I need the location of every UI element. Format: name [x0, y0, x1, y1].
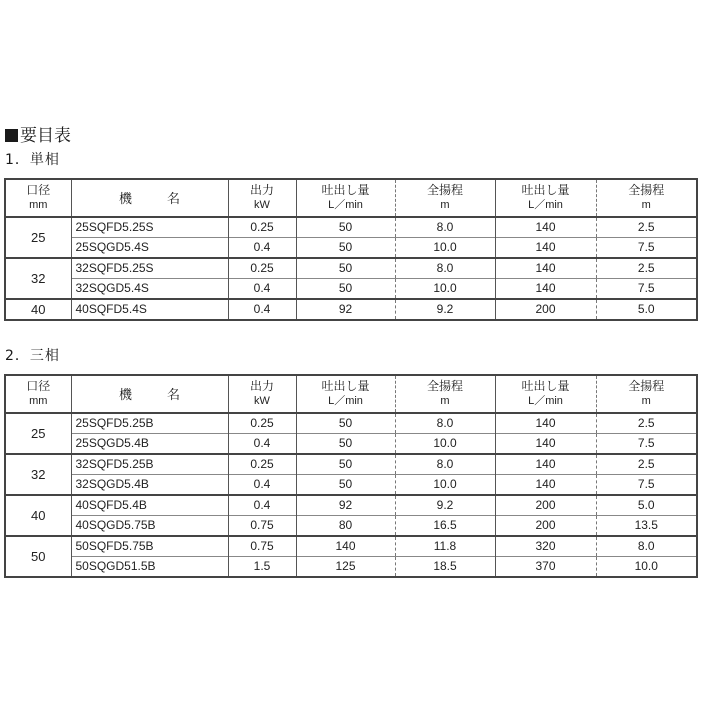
- header-flow-1: 吐出し量 L／min: [296, 375, 395, 413]
- table-row: [5, 495, 697, 516]
- cell-flow-1: 50: [296, 413, 395, 434]
- cell-head-2: 5.0: [596, 299, 697, 320]
- header-head-1: 全揚程 m: [395, 375, 495, 413]
- header-flow-2: 吐出し量 L／min: [495, 179, 596, 217]
- cell-bore: 32: [5, 454, 71, 495]
- cell-output: 0.4: [228, 495, 296, 516]
- cell-flow-1: 92: [296, 495, 395, 516]
- cell-flow-2: 140: [495, 279, 596, 300]
- section-label-single-phase: 1．単相: [5, 152, 60, 168]
- cell-output: 0.25: [228, 258, 296, 279]
- cell-output: 0.4: [228, 475, 296, 496]
- cell-head-1: 8.0: [395, 217, 495, 238]
- cell-model: 32SQFD5.25S: [71, 258, 228, 279]
- cell-model: 40SQGD5.75B: [71, 516, 228, 537]
- cell-output: 0.25: [228, 413, 296, 434]
- cell-flow-2: 140: [495, 434, 596, 455]
- cell-bore: 40: [5, 299, 71, 320]
- cell-model: 32SQFD5.25B: [71, 454, 228, 475]
- cell-flow-1: 50: [296, 434, 395, 455]
- cell-flow-1: 50: [296, 217, 395, 238]
- header-bore: 口径 mm: [5, 179, 71, 217]
- cell-model: 50SQFD5.75B: [71, 536, 228, 557]
- table-row: [5, 413, 697, 434]
- document-title: 要目表: [5, 126, 71, 146]
- cell-output: 1.5: [228, 557, 296, 578]
- cell-model: 25SQFD5.25B: [71, 413, 228, 434]
- cell-head-2: 7.5: [596, 475, 697, 496]
- table-row: [5, 454, 697, 475]
- cell-output: 0.4: [228, 279, 296, 300]
- cell-output: 0.75: [228, 516, 296, 537]
- cell-head-2: 2.5: [596, 454, 697, 475]
- cell-head-2: 2.5: [596, 413, 697, 434]
- header-row: [5, 179, 697, 217]
- cell-head-2: 7.5: [596, 238, 697, 259]
- cell-head-2: 10.0: [596, 557, 697, 578]
- header-output: 出力 kW: [228, 375, 296, 413]
- square-bullet-icon: [5, 129, 18, 142]
- cell-head-1: 9.2: [395, 495, 495, 516]
- cell-head-2: 2.5: [596, 217, 697, 238]
- cell-flow-1: 125: [296, 557, 395, 578]
- cell-head-2: 7.5: [596, 279, 697, 300]
- cell-head-1: 10.0: [395, 238, 495, 259]
- cell-head-1: 8.0: [395, 413, 495, 434]
- header-model: 機 名: [71, 179, 228, 217]
- cell-head-1: 10.0: [395, 475, 495, 496]
- table-body: [5, 413, 697, 577]
- cell-flow-2: 200: [495, 495, 596, 516]
- cell-output: 0.4: [228, 434, 296, 455]
- table-row: [5, 516, 697, 537]
- table-row: [5, 434, 697, 455]
- spec-table-three-phase: [4, 374, 698, 578]
- cell-flow-1: 50: [296, 238, 395, 259]
- table-row: [5, 536, 697, 557]
- cell-bore: 32: [5, 258, 71, 299]
- cell-model: 32SQGD5.4S: [71, 279, 228, 300]
- table-row: [5, 299, 697, 320]
- cell-head-1: 10.0: [395, 434, 495, 455]
- cell-head-1: 9.2: [395, 299, 495, 320]
- cell-flow-1: 92: [296, 299, 395, 320]
- cell-flow-2: 200: [495, 516, 596, 537]
- cell-flow-2: 140: [495, 475, 596, 496]
- header-head-1: 全揚程 m: [395, 179, 495, 217]
- cell-head-2: 8.0: [596, 536, 697, 557]
- table-row: [5, 238, 697, 259]
- cell-bore: 50: [5, 536, 71, 577]
- table-row: [5, 258, 697, 279]
- table-row: [5, 217, 697, 238]
- cell-model: 32SQGD5.4B: [71, 475, 228, 496]
- cell-flow-1: 50: [296, 475, 395, 496]
- cell-head-1: 16.5: [395, 516, 495, 537]
- header-bore: 口径 mm: [5, 375, 71, 413]
- cell-flow-2: 200: [495, 299, 596, 320]
- cell-head-1: 8.0: [395, 258, 495, 279]
- cell-flow-1: 50: [296, 258, 395, 279]
- header-flow-2: 吐出し量 L／min: [495, 375, 596, 413]
- header-flow-1: 吐出し量 L／min: [296, 179, 395, 217]
- cell-flow-1: 80: [296, 516, 395, 537]
- cell-flow-2: 140: [495, 454, 596, 475]
- spec-table-single-phase: [4, 178, 698, 321]
- cell-model: 50SQGD51.5B: [71, 557, 228, 578]
- cell-head-2: 2.5: [596, 258, 697, 279]
- cell-head-2: 7.5: [596, 434, 697, 455]
- cell-output: 0.4: [228, 238, 296, 259]
- header-head-2: 全揚程 m: [596, 179, 697, 217]
- cell-head-1: 8.0: [395, 454, 495, 475]
- table-body: [5, 217, 697, 320]
- table-row: [5, 475, 697, 496]
- cell-head-2: 13.5: [596, 516, 697, 537]
- cell-head-1: 10.0: [395, 279, 495, 300]
- cell-head-1: 11.8: [395, 536, 495, 557]
- cell-head-2: 5.0: [596, 495, 697, 516]
- cell-output: 0.75: [228, 536, 296, 557]
- table-row: [5, 557, 697, 578]
- cell-bore: 25: [5, 413, 71, 454]
- cell-model: 40SQFD5.4B: [71, 495, 228, 516]
- section-label-three-phase: 2．三相: [5, 348, 60, 364]
- cell-bore: 25: [5, 217, 71, 258]
- cell-model: 25SQGD5.4B: [71, 434, 228, 455]
- cell-output: 0.25: [228, 454, 296, 475]
- header-model: 機 名: [71, 375, 228, 413]
- cell-model: 25SQFD5.25S: [71, 217, 228, 238]
- cell-output: 0.4: [228, 299, 296, 320]
- cell-flow-1: 50: [296, 279, 395, 300]
- cell-flow-2: 320: [495, 536, 596, 557]
- cell-bore: 40: [5, 495, 71, 536]
- cell-flow-1: 50: [296, 454, 395, 475]
- cell-flow-2: 140: [495, 413, 596, 434]
- cell-flow-2: 140: [495, 238, 596, 259]
- cell-flow-2: 140: [495, 258, 596, 279]
- cell-output: 0.25: [228, 217, 296, 238]
- header-head-2: 全揚程 m: [596, 375, 697, 413]
- cell-model: 25SQGD5.4S: [71, 238, 228, 259]
- cell-flow-2: 370: [495, 557, 596, 578]
- cell-model: 40SQFD5.4S: [71, 299, 228, 320]
- header-row: [5, 375, 697, 413]
- cell-flow-1: 140: [296, 536, 395, 557]
- table-row: [5, 279, 697, 300]
- cell-flow-2: 140: [495, 217, 596, 238]
- header-output: 出力 kW: [228, 179, 296, 217]
- cell-head-1: 18.5: [395, 557, 495, 578]
